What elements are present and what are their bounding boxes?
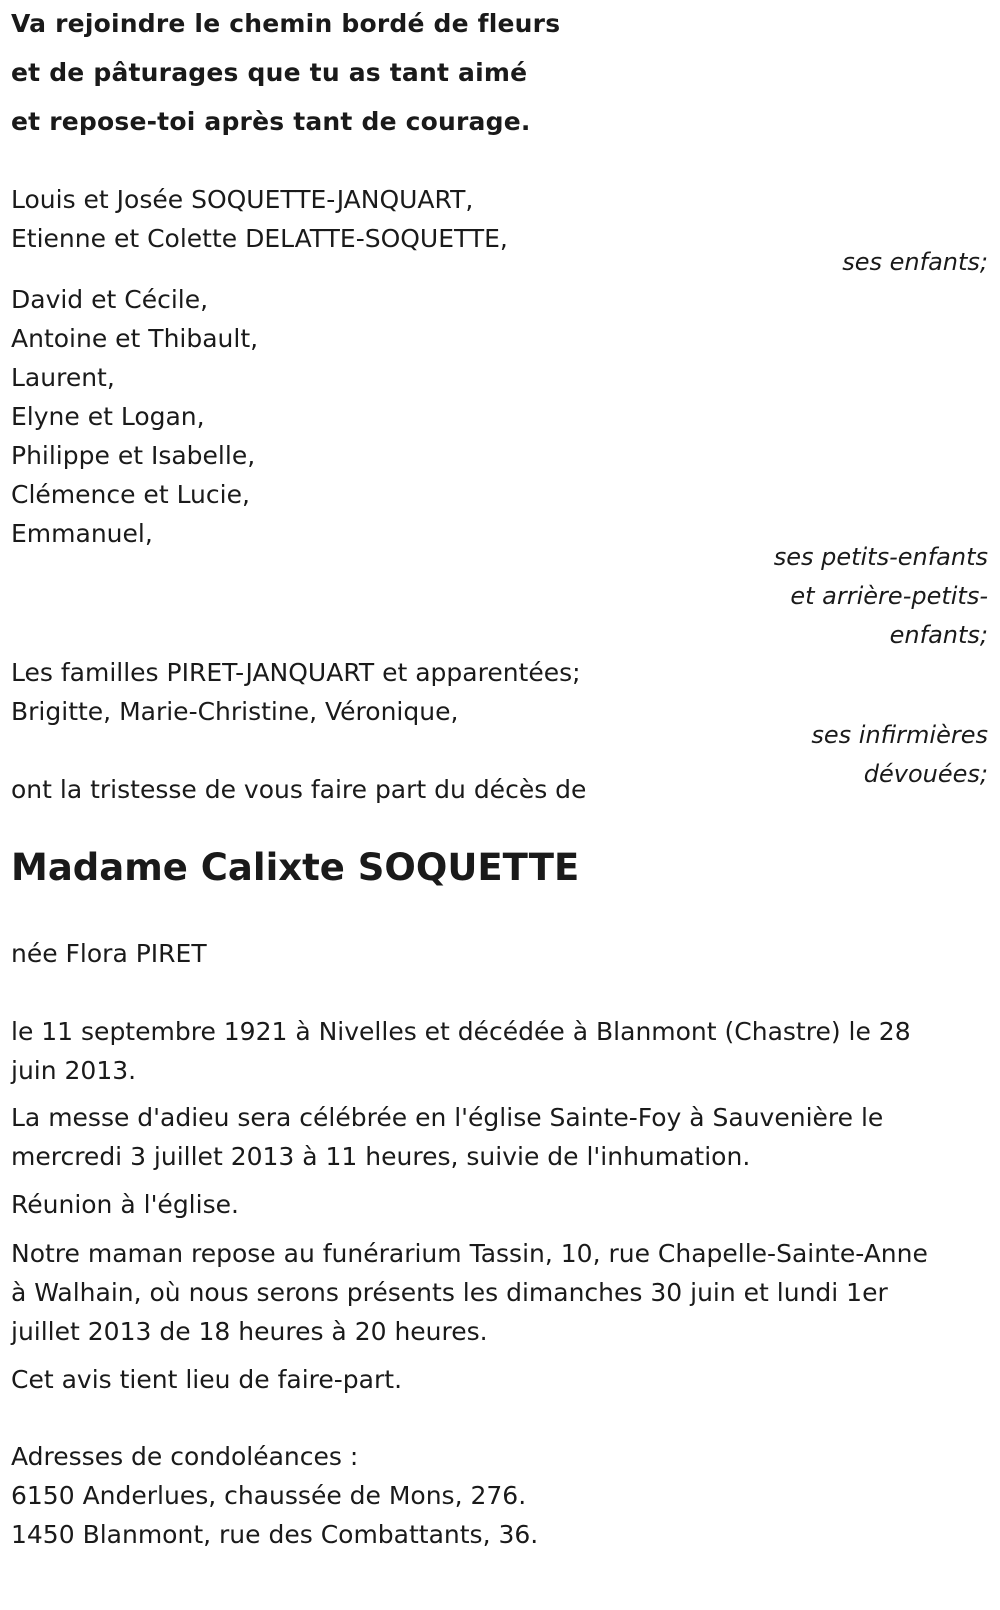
poem-line-1: Va rejoindre le chemin bordé de fleurs — [11, 9, 561, 38]
grandchildren-line-2: Antoine et Thibault, — [11, 324, 259, 353]
grandchildren-line-3: Laurent, — [11, 363, 115, 392]
children-role: ses enfants; — [842, 248, 988, 276]
grandchildren-line-5: Philippe et Isabelle, — [11, 441, 256, 470]
deceased-name: Madame Calixte SOQUETTE — [11, 846, 580, 889]
grandchildren-line-7: Emmanuel, — [11, 519, 153, 548]
grandchildren-line-1: David et Cécile, — [11, 285, 209, 314]
grandchildren-line-6: Clémence et Lucie, — [11, 480, 250, 509]
families-line-1: Les familles PIRET-JANQUART et apparentées; — [11, 658, 581, 687]
poem-line-2: et de pâturages que tu as tant aimé — [11, 58, 528, 87]
announcement-text: ont la tristesse de vous faire part du décès de — [11, 775, 587, 804]
poem-line-3: et repose-toi après tant de courage. — [11, 107, 531, 136]
condolences-address-1: 6150 Anderlues, chaussée de Mons, 276. — [11, 1481, 527, 1510]
details-line-9: Cet avis tient lieu de faire-part. — [11, 1365, 403, 1394]
details-line-6: Notre maman repose au funérarium Tassin, 10, rue Chapelle-Sainte-Anne — [11, 1239, 928, 1268]
nurses-role-line-2: dévouées; — [863, 760, 988, 788]
families-line-2: Brigitte, Marie-Christine, Véronique, — [11, 697, 459, 726]
condolences-address-2: 1450 Blanmont, rue des Combattants, 36. — [11, 1520, 539, 1549]
children-line-1: Louis et Josée SOQUETTE-JANQUART, — [11, 185, 474, 214]
details-line-7: à Walhain, où nous serons présents les dimanches 30 juin et lundi 1er — [11, 1278, 888, 1307]
grandchildren-line-4: Elyne et Logan, — [11, 402, 205, 431]
grandchildren-role-line-3: enfants; — [889, 621, 988, 649]
nurses-role-line-1: ses infirmières — [811, 721, 988, 749]
details-line-4: mercredi 3 juillet 2013 à 11 heures, suivie de l'inhumation. — [11, 1142, 751, 1171]
details-line-3: La messe d'adieu sera célébrée en l'église Sainte-Foy à Sauvenière le — [11, 1103, 884, 1132]
details-line-1: le 11 septembre 1921 à Nivelles et décédée à Blanmont (Chastre) le 28 — [11, 1017, 911, 1046]
condolences-heading: Adresses de condoléances : — [11, 1442, 359, 1471]
birth-name: née Flora PIRET — [11, 939, 207, 968]
details-line-2: juin 2013. — [11, 1056, 137, 1085]
details-line-5: Réunion à l'église. — [11, 1190, 239, 1219]
children-line-2: Etienne et Colette DELATTE-SOQUETTE, — [11, 224, 508, 253]
grandchildren-role-line-1: ses petits-enfants — [773, 543, 988, 571]
details-line-8: juillet 2013 de 18 heures à 20 heures. — [11, 1317, 488, 1346]
grandchildren-role-line-2: et arrière-petits- — [790, 582, 988, 610]
